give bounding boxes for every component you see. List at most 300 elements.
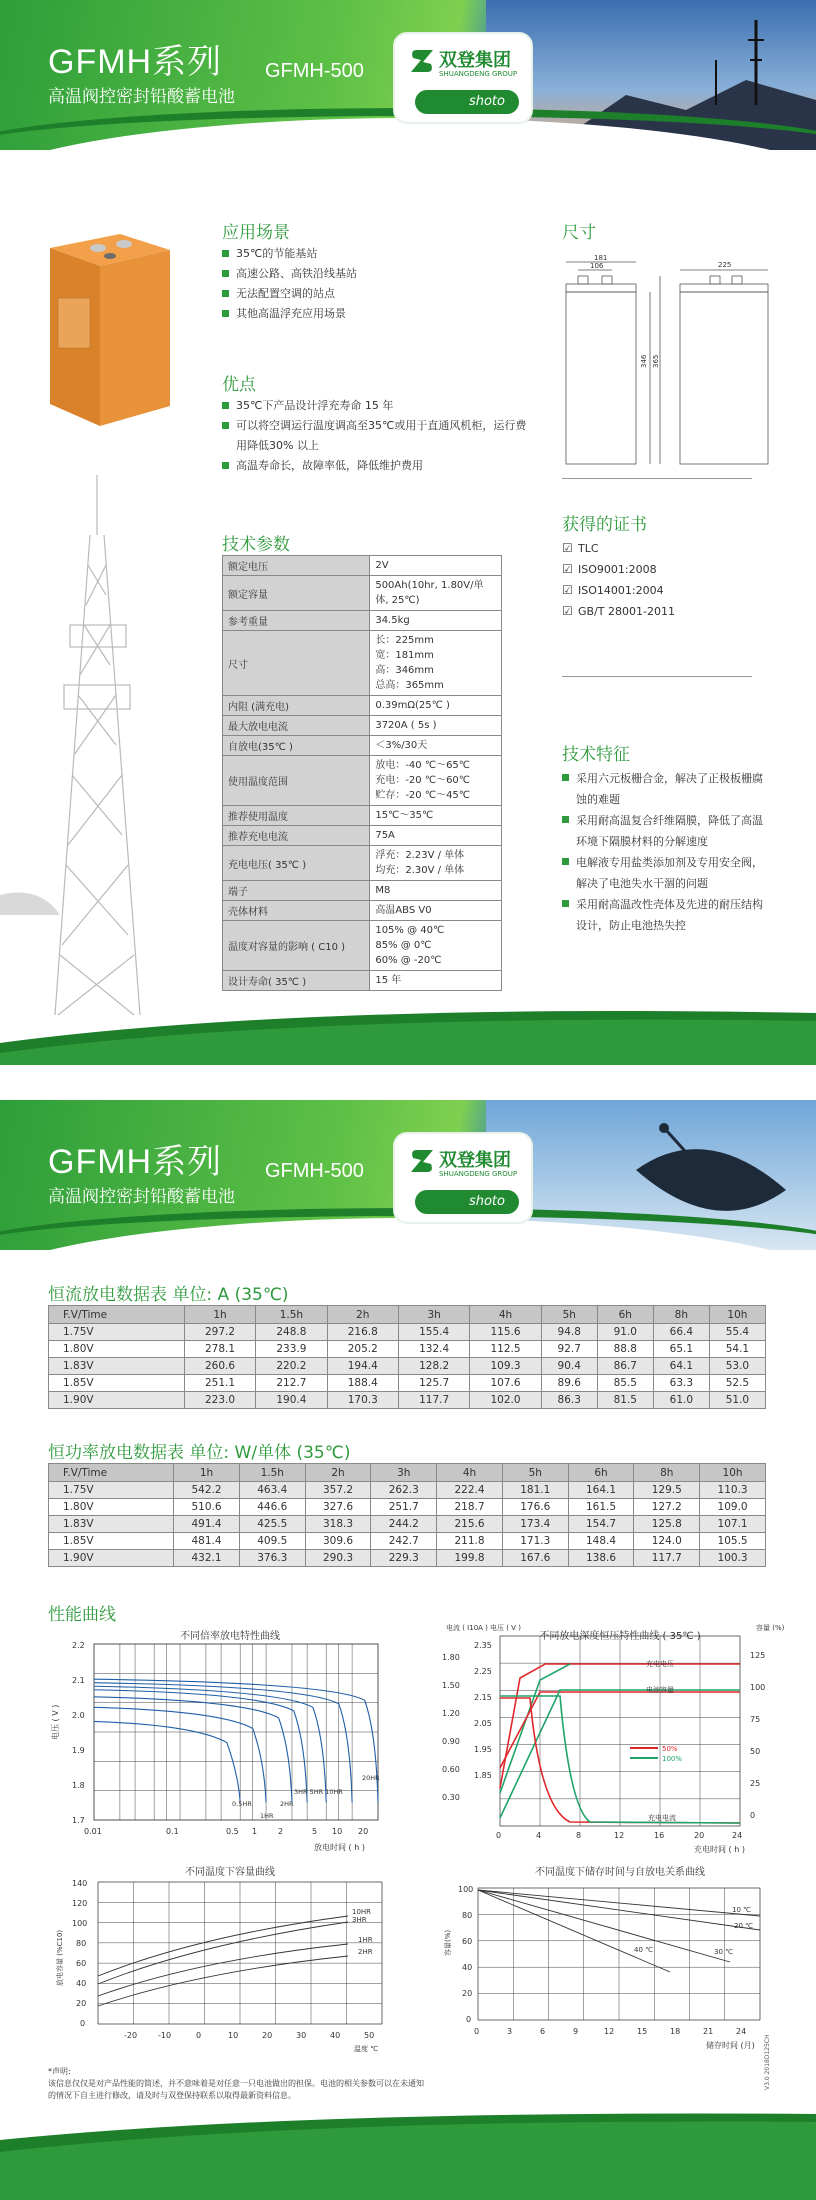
certificates-title: 获得的证书 xyxy=(562,515,647,535)
table-cell: 297.2 xyxy=(184,1324,255,1341)
table-cell: 229.3 xyxy=(371,1550,437,1567)
chart4-xtick: 6 xyxy=(540,2027,546,2036)
dimension-drawing xyxy=(560,252,780,472)
chart1-label-3-5-10hr: 3HR 5HR 10HR xyxy=(294,1788,343,1796)
table-cell: 218.7 xyxy=(437,1499,503,1516)
table-cell: 199.8 xyxy=(437,1550,503,1567)
chart3-label-1hr: 1HR xyxy=(358,1936,373,1944)
table-cell: 86.7 xyxy=(597,1358,653,1375)
chart2-xlabel: 充电时间 ( h ) xyxy=(694,1845,745,1854)
table-cell: 222.4 xyxy=(437,1482,503,1499)
spec-key: 内阻 (满充电) xyxy=(223,696,370,716)
spec-row xyxy=(223,631,502,696)
table-row xyxy=(49,1533,766,1550)
chart3-ytick: 20 xyxy=(76,1999,87,2008)
column-header: 1.5h xyxy=(239,1464,305,1482)
chart4-title: 不同温度下储存时间与自放电关系曲线 xyxy=(535,1867,705,1878)
spec-key: 端子 xyxy=(223,881,370,901)
battery-image xyxy=(40,228,175,428)
disclaimer-text-2: 的情况下自主进行修改，请及时与双登保持联系以取得最新资料信息。 xyxy=(48,2091,296,2100)
chart1-label-1hr: 1HR xyxy=(260,1812,274,1820)
table-cell: 170.3 xyxy=(327,1392,398,1409)
spec-row xyxy=(223,971,502,991)
list-item: 采用耐高温改性壳体及先进的耐压结构设计，防止电池热失控 xyxy=(562,894,772,936)
table-cell: 242.7 xyxy=(371,1533,437,1550)
table-cell: 128.2 xyxy=(398,1358,469,1375)
chart4-ytick: 100 xyxy=(458,1885,474,1894)
chart2-y3label: 容量 (%) xyxy=(756,1624,785,1632)
spec-row xyxy=(223,806,502,826)
chart4-xtick: 12 xyxy=(604,2027,615,2036)
table-cell: 124.0 xyxy=(634,1533,700,1550)
dimensions-title: 尺寸 xyxy=(562,223,596,243)
table-cell: 542.2 xyxy=(174,1482,240,1499)
table-cell: 167.6 xyxy=(502,1550,568,1567)
table-cell: 1.85V xyxy=(49,1533,174,1550)
column-header: 2h xyxy=(305,1464,371,1482)
chart2-y1tick: 1.80 xyxy=(442,1653,460,1662)
table-cell: 66.4 xyxy=(653,1324,709,1341)
table-cell: 117.7 xyxy=(634,1550,700,1567)
table-cell: 89.6 xyxy=(541,1375,597,1392)
table-cell: 244.2 xyxy=(371,1516,437,1533)
spec-key: 推荐充电电流 xyxy=(223,826,370,846)
column-header: F.V/Time xyxy=(49,1464,174,1482)
list-item: ☑ GB/T 28001-2011 xyxy=(562,601,675,622)
table-cell: 105.5 xyxy=(700,1533,766,1550)
chart3-xtick: -10 xyxy=(158,2031,172,2040)
chart2-y2tick: 2.35 xyxy=(474,1641,492,1650)
table-cell: 171.3 xyxy=(502,1533,568,1550)
column-header: 5h xyxy=(541,1306,597,1324)
column-header: 10h xyxy=(709,1306,765,1324)
table-row xyxy=(49,1375,766,1392)
list-item: 可以将空调运行温度调高至35℃或用于直通风机柜，运行费用降低30% 以上 xyxy=(222,416,528,456)
table-cell: 248.8 xyxy=(256,1324,327,1341)
table-cell: 53.0 xyxy=(709,1358,765,1375)
chart4-xtick: 24 xyxy=(736,2027,747,2036)
table-cell: 109.3 xyxy=(470,1358,541,1375)
column-header: 6h xyxy=(568,1464,634,1482)
disclaimer-text-1: 该信息仅仅是对产品性能的简述，并不意味着是对任意一只电池做出的担保。电池的相关参数可以在未通知 xyxy=(48,2079,424,2088)
spec-value-line: 高温ABS V0 xyxy=(375,905,432,916)
spec-value-line: M8 xyxy=(375,885,391,896)
table-cell: 55.4 xyxy=(709,1324,765,1341)
table-cell: 132.4 xyxy=(398,1341,469,1358)
current-discharge-table xyxy=(48,1305,766,1409)
table-row xyxy=(49,1324,766,1341)
spec-key: 自放电(35℃ ) xyxy=(223,736,370,756)
spec-value xyxy=(370,736,502,756)
chart3-title: 不同温度下容量曲线 xyxy=(185,1867,275,1878)
table-cell: 318.3 xyxy=(305,1516,371,1533)
spec-value-line: 34.5kg xyxy=(375,615,410,626)
table-cell: 205.2 xyxy=(327,1341,398,1358)
table-cell: 251.1 xyxy=(184,1375,255,1392)
discharge-curve xyxy=(94,1697,292,1803)
spec-row xyxy=(223,736,502,756)
table-cell: 161.5 xyxy=(568,1499,634,1516)
chart2-y2tick: 1.95 xyxy=(474,1745,492,1754)
spec-value-line: 15 年 xyxy=(375,975,402,986)
chart3-xtick: 0 xyxy=(196,2031,202,2040)
table-cell: 190.4 xyxy=(256,1392,327,1409)
table-cell: 220.2 xyxy=(256,1358,327,1375)
chart2-label-capacity: 电池容量 xyxy=(646,1686,674,1694)
table-cell: 290.3 xyxy=(305,1550,371,1567)
list-item: ☑ ISO9001:2008 xyxy=(562,559,675,580)
current-table-title: 恒流放电数据表 单位: A (35℃) xyxy=(48,1285,289,1305)
chart1-ytick: 2.1 xyxy=(72,1676,85,1685)
chart3-ylabel: 放电容量 (%C10) xyxy=(56,1929,64,1986)
table-header-row xyxy=(49,1464,766,1482)
chart4-ytick: 80 xyxy=(462,1911,473,1920)
chart3-label-3hr: 3HR xyxy=(352,1916,367,1924)
chart1-xtick: 2 xyxy=(278,1827,284,1836)
chart1-ytick: 1.9 xyxy=(72,1746,85,1755)
chart1-xtick: 0.1 xyxy=(166,1827,179,1836)
table-cell: 173.4 xyxy=(502,1516,568,1533)
chart4-ytick: 40 xyxy=(462,1963,473,1972)
company-logo xyxy=(393,32,533,124)
list-item: 无法配置空调的站点 xyxy=(222,284,522,304)
chart3-xlabel: 温度 ℃ xyxy=(354,2045,379,2053)
list-item: 高速公路、高铁沿线基站 xyxy=(222,264,522,284)
table-cell: 107.6 xyxy=(470,1375,541,1392)
chart3-label-2hr: 2HR xyxy=(358,1948,373,1956)
tower-illustration xyxy=(0,475,150,1020)
chart2-title: 不同放电深度恒压特性曲线 ( 35℃ ) xyxy=(539,1631,701,1642)
footer-band xyxy=(0,2112,816,2200)
spec-value-line: 85% @ 0℃ xyxy=(375,940,432,951)
spec-row xyxy=(223,921,502,971)
table-cell: 64.1 xyxy=(653,1358,709,1375)
chart2-label-current: 充电电流 xyxy=(648,1814,676,1822)
table-cell: 107.1 xyxy=(700,1516,766,1533)
spec-value xyxy=(370,611,502,631)
dim-width-225: 225 xyxy=(718,261,732,269)
table-cell: 117.7 xyxy=(398,1392,469,1409)
specs-table xyxy=(222,555,502,991)
chart3-xtick: 20 xyxy=(262,2031,273,2040)
table-row xyxy=(49,1550,766,1567)
specs-title: 技术参数 xyxy=(222,535,290,555)
spec-key: 推荐使用温度 xyxy=(223,806,370,826)
self-discharge-40c xyxy=(478,1890,670,1972)
table-cell: 90.4 xyxy=(541,1358,597,1375)
spec-value-line: 高：346mm xyxy=(375,665,434,676)
table-cell: 100.3 xyxy=(700,1550,766,1567)
spec-key: 尺寸 xyxy=(223,631,370,696)
table-cell: 1.75V xyxy=(49,1482,174,1499)
logo-cn-text: 双登集团 xyxy=(439,50,511,71)
table-cell: 1.83V xyxy=(49,1516,174,1533)
table-cell: 188.4 xyxy=(327,1375,398,1392)
table-cell: 86.3 xyxy=(541,1392,597,1409)
spec-value xyxy=(370,881,502,901)
power-discharge-table xyxy=(48,1463,766,1567)
chart3-ytick: 0 xyxy=(80,2019,86,2028)
table-cell: 262.3 xyxy=(371,1482,437,1499)
table-cell: 115.6 xyxy=(470,1324,541,1341)
table-cell: 65.1 xyxy=(653,1341,709,1358)
chart4-ylabel: 容量(%) xyxy=(444,1929,452,1956)
spec-value xyxy=(370,556,502,576)
spec-value xyxy=(370,971,502,991)
chart4-ytick: 20 xyxy=(462,1989,473,1998)
model-number: GFMH-500 xyxy=(265,1160,364,1182)
table-cell: 327.6 xyxy=(305,1499,371,1516)
spec-key: 额定容量 xyxy=(223,576,370,611)
spec-value-line: 105% @ 40℃ xyxy=(375,925,445,936)
spec-value xyxy=(370,756,502,806)
spec-row xyxy=(223,696,502,716)
chart1-label-2hr: 2HR xyxy=(280,1800,294,1808)
chart1-xtick: 0.5 xyxy=(226,1827,239,1836)
spec-row xyxy=(223,826,502,846)
chart2-y3tick: 75 xyxy=(750,1715,761,1724)
table-cell: 309.6 xyxy=(305,1533,371,1550)
spec-row xyxy=(223,881,502,901)
table-cell: 94.8 xyxy=(541,1324,597,1341)
list-item: 35℃的节能基站 xyxy=(222,244,522,264)
table-row xyxy=(49,1482,766,1499)
chart3-xtick: 50 xyxy=(364,2031,375,2040)
spec-value-line: 宽：181mm xyxy=(375,650,434,661)
spec-value-line: 2V xyxy=(375,560,389,571)
disclaimer-title: *声明: xyxy=(48,2067,71,2076)
spec-row xyxy=(223,576,502,611)
column-header: 3h xyxy=(398,1306,469,1324)
chart2-xtick: 16 xyxy=(654,1831,665,1840)
chart2-y3tick: 25 xyxy=(750,1779,761,1788)
chart2-y2label: 电压 ( V ) xyxy=(490,1624,521,1632)
applications-list xyxy=(222,244,522,324)
chart3-ytick: 40 xyxy=(76,1979,87,1988)
dim-width-106: 106 xyxy=(590,262,604,270)
table-row xyxy=(49,1499,766,1516)
table-cell: 125.7 xyxy=(398,1375,469,1392)
chart2-xtick: 24 xyxy=(732,1831,743,1840)
table-row xyxy=(49,1516,766,1533)
spec-key: 温度对容量的影响 ( C10 ) xyxy=(223,921,370,971)
column-header: 3h xyxy=(371,1464,437,1482)
advantages-list xyxy=(222,396,528,476)
table-cell: 425.5 xyxy=(239,1516,305,1533)
certificates-list xyxy=(562,538,675,622)
chart2-y2tick: 1.85 xyxy=(474,1771,492,1780)
chart4-ytick: 0 xyxy=(466,2015,472,2024)
table-cell: 129.5 xyxy=(634,1482,700,1499)
spec-value xyxy=(370,696,502,716)
table-cell: 155.4 xyxy=(398,1324,469,1341)
column-header: 8h xyxy=(653,1306,709,1324)
spec-row xyxy=(223,901,502,921)
logo-s-icon xyxy=(407,1146,437,1176)
table-cell: 376.3 xyxy=(239,1550,305,1567)
logo-brand-text: shoto xyxy=(415,1190,519,1214)
chart2-y1label: 电流 ( I10A ) xyxy=(446,1624,488,1632)
chart2-y3tick: 50 xyxy=(750,1747,761,1756)
table-cell: 432.1 xyxy=(174,1550,240,1567)
capacity-curve-2hr xyxy=(98,1956,348,2006)
logo-en-text: SHUANGDENG GROUP xyxy=(439,70,518,78)
chart3-ytick: 140 xyxy=(72,1879,88,1888)
chart4-xtick: 0 xyxy=(474,2027,480,2036)
table-cell: 81.5 xyxy=(597,1392,653,1409)
logo-brand-text: shoto xyxy=(415,90,519,114)
chart3-ytick: 80 xyxy=(76,1939,87,1948)
spec-row xyxy=(223,756,502,806)
features-title: 技术特征 xyxy=(562,745,630,765)
spec-row xyxy=(223,716,502,736)
table-cell: 216.8 xyxy=(327,1324,398,1341)
table-cell: 463.4 xyxy=(239,1482,305,1499)
curves-title: 性能曲线 xyxy=(48,1605,116,1625)
list-item: 35℃下产品设计浮充寿命 15 年 xyxy=(222,396,528,416)
table-cell: 278.1 xyxy=(184,1341,255,1358)
chart2-xtick: 0 xyxy=(496,1831,502,1840)
series-title: GFMH系列 xyxy=(48,1143,223,1181)
chart3-ytick: 100 xyxy=(72,1919,88,1928)
spec-row xyxy=(223,846,502,881)
table-row xyxy=(49,1392,766,1409)
chart2-xtick: 8 xyxy=(576,1831,582,1840)
column-header: 8h xyxy=(634,1464,700,1482)
chart4-label-10c: 10 ℃ xyxy=(732,1906,751,1914)
chart4-xlabel: 储存时间 (月) xyxy=(706,2041,755,2050)
spec-value xyxy=(370,826,502,846)
column-header: F.V/Time xyxy=(49,1306,185,1324)
table-cell: 127.2 xyxy=(634,1499,700,1516)
logo-en-text: SHUANGDENG GROUP xyxy=(439,1170,518,1178)
column-header: 4h xyxy=(437,1464,503,1482)
spec-value-line: 75A xyxy=(375,830,395,841)
table-cell: 63.3 xyxy=(653,1375,709,1392)
chart1-label-05hr: 0.5HR xyxy=(232,1800,252,1808)
chart2-y3tick: 125 xyxy=(750,1651,766,1660)
chart3-xtick: 40 xyxy=(330,2031,341,2040)
features-list xyxy=(562,768,772,936)
chart3-label-10hr: 10HR xyxy=(352,1908,372,1916)
capacity-curve-10hr xyxy=(98,1916,348,1976)
table-cell: 194.4 xyxy=(327,1358,398,1375)
chart1-ytick: 2.0 xyxy=(72,1711,85,1720)
chart2-y3tick: 100 xyxy=(750,1683,766,1692)
table-cell: 1.85V xyxy=(49,1375,185,1392)
chart2-y1tick: 0.30 xyxy=(442,1793,460,1802)
table-cell: 148.4 xyxy=(568,1533,634,1550)
spec-value xyxy=(370,716,502,736)
chart4-xtick: 9 xyxy=(573,2027,579,2036)
series-subtitle: 高温阀控密封铅酸蓄电池 xyxy=(48,1187,235,1207)
chart1-discharge-curves xyxy=(48,1640,388,1860)
chart4-label-20c: 20 ℃ xyxy=(734,1922,753,1930)
column-header: 1h xyxy=(184,1306,255,1324)
chart2-legend-100: 100% xyxy=(662,1755,683,1763)
table-cell: 102.0 xyxy=(470,1392,541,1409)
table-cell: 88.8 xyxy=(597,1341,653,1358)
chart1-title: 不同倍率放电特性曲线 xyxy=(180,1631,280,1642)
chart2-xtick: 12 xyxy=(614,1831,625,1840)
chart1-ytick: 1.7 xyxy=(72,1816,85,1825)
spec-key: 壳体材料 xyxy=(223,901,370,921)
chart3-xtick: -20 xyxy=(124,2031,138,2040)
version-code: V3.0 2018D125CH xyxy=(764,2034,771,2090)
chart1-label-20hr: 20HR xyxy=(362,1774,380,1782)
table-cell: 1.80V xyxy=(49,1499,174,1516)
list-item: ☑ TLC xyxy=(562,538,675,559)
spec-key: 设计寿命( 35℃ ) xyxy=(223,971,370,991)
chart2-y1tick: 1.50 xyxy=(442,1681,460,1690)
chart4-label-40c: 40 ℃ xyxy=(634,1946,653,1954)
table-cell: 91.0 xyxy=(597,1324,653,1341)
table-cell: 125.8 xyxy=(634,1516,700,1533)
chart2-y1tick: 1.20 xyxy=(442,1709,460,1718)
spec-value-line: 500Ah(10hr, 1.80V/单体, 25℃) xyxy=(375,580,484,606)
spec-value-line: 浮充：2.23V / 单体 xyxy=(375,850,465,861)
chart3-ytick: 120 xyxy=(72,1899,88,1908)
chart1-xtick: 20 xyxy=(358,1827,369,1836)
advantages-title: 优点 xyxy=(222,375,256,395)
table-cell: 491.4 xyxy=(174,1516,240,1533)
dim-height-365: 365 xyxy=(652,354,660,368)
power-table-title: 恒功率放电数据表 单位: W/单体 (35℃) xyxy=(48,1443,351,1463)
table-cell: 109.0 xyxy=(700,1499,766,1516)
chart1-ytick: 1.8 xyxy=(72,1781,85,1790)
dim-height-346: 346 xyxy=(640,354,648,368)
table-cell: 409.5 xyxy=(239,1533,305,1550)
chart2-y3tick: 0 xyxy=(750,1811,756,1820)
chart3-temp-capacity xyxy=(48,1876,398,2056)
spec-value-line: 3720A ( 5s ) xyxy=(375,720,437,731)
table-row xyxy=(49,1358,766,1375)
chart2-xtick: 4 xyxy=(536,1831,542,1840)
table-cell: 52.5 xyxy=(709,1375,765,1392)
chart1-xtick: 10 xyxy=(332,1827,343,1836)
model-number: GFMH-500 xyxy=(265,60,364,82)
spec-row xyxy=(223,556,502,576)
company-logo xyxy=(393,1132,533,1224)
spec-key: 参考重量 xyxy=(223,611,370,631)
chart3-xtick: 10 xyxy=(228,2031,239,2040)
spec-key: 额定电压 xyxy=(223,556,370,576)
spec-value xyxy=(370,921,502,971)
table-cell: 85.5 xyxy=(597,1375,653,1392)
table-header-row xyxy=(49,1306,766,1324)
table-cell: 110.3 xyxy=(700,1482,766,1499)
column-header: 2h xyxy=(327,1306,398,1324)
discharge-curve xyxy=(94,1683,352,1803)
spec-key: 最大放电电流 xyxy=(223,716,370,736)
chart1-xtick: 0.01 xyxy=(84,1827,102,1836)
list-item: 采用六元板栅合金，解决了正极板栅腐蚀的难题 xyxy=(562,768,772,810)
divider xyxy=(562,676,752,677)
chart4-xtick: 15 xyxy=(637,2027,648,2036)
table-cell: 92.7 xyxy=(541,1341,597,1358)
chart1-xtick: 5 xyxy=(312,1827,318,1836)
table-cell: 260.6 xyxy=(184,1358,255,1375)
list-item: 其他高温浮充应用场景 xyxy=(222,304,522,324)
chart2-y1tick: 0.90 xyxy=(442,1737,460,1746)
spec-value-line: 长：225mm xyxy=(375,635,434,646)
chart4-label-30c: 30 ℃ xyxy=(714,1948,733,1956)
table-cell: 446.6 xyxy=(239,1499,305,1516)
chart2-legend-50: 50% xyxy=(662,1745,678,1753)
chart4-xtick: 18 xyxy=(670,2027,681,2036)
table-cell: 223.0 xyxy=(184,1392,255,1409)
series-title: GFMH系列 xyxy=(48,43,223,81)
